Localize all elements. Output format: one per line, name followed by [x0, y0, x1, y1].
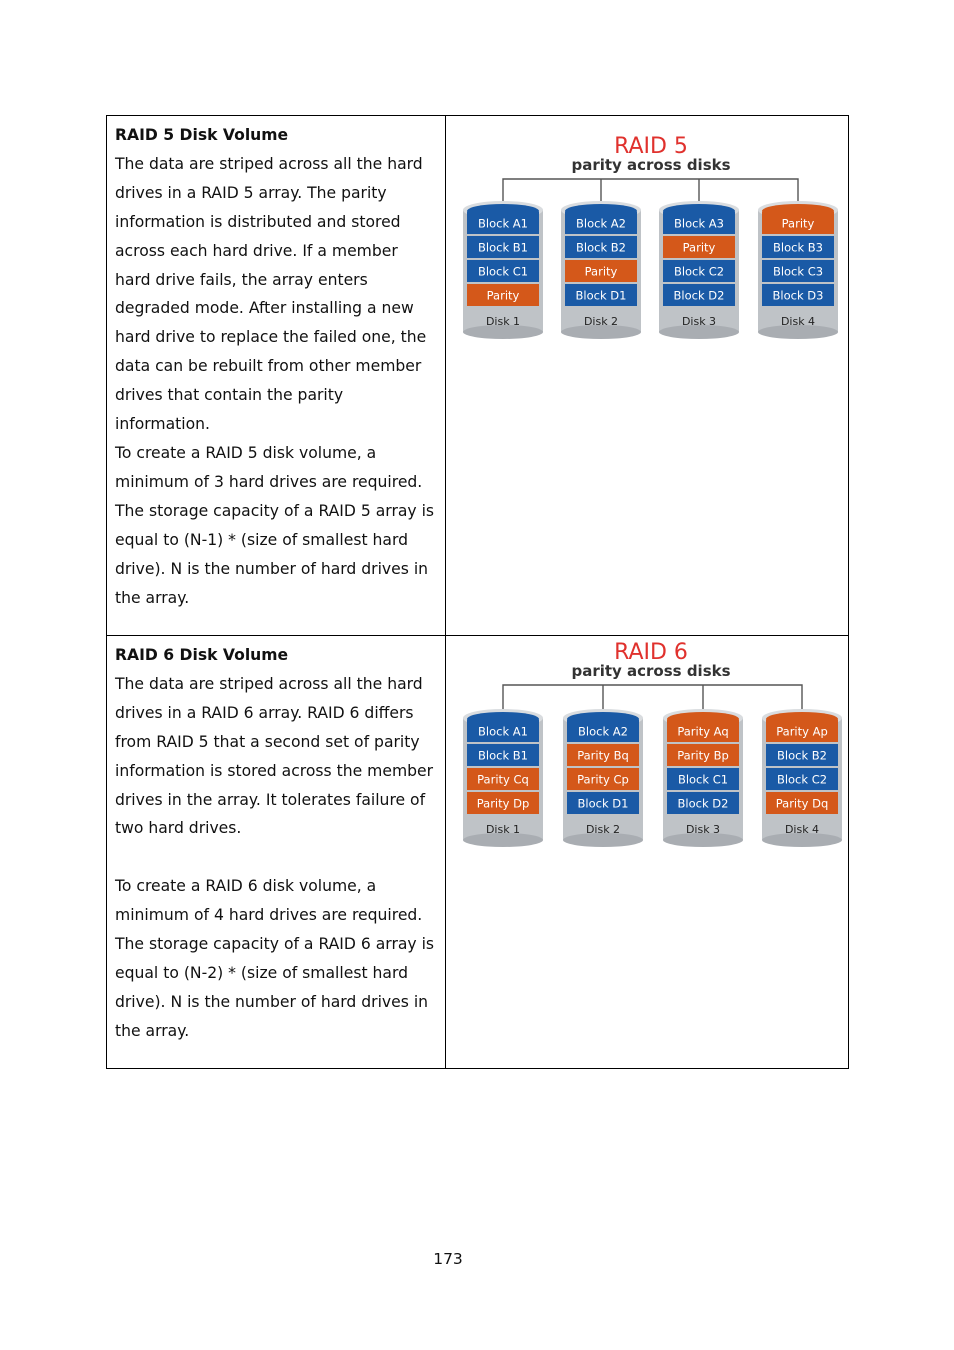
- block-label: Block B2: [777, 748, 827, 763]
- block-label: Block A2: [578, 724, 628, 739]
- raid6-disk-2: [563, 709, 643, 847]
- block-label: Block D1: [577, 796, 629, 811]
- raid5-disk-2: [561, 201, 641, 339]
- block-label: Parity: [682, 240, 716, 255]
- raid5-figure-cell: [446, 116, 849, 636]
- block-label: Parity Dq: [775, 796, 829, 811]
- block-label: Block B1: [478, 748, 528, 763]
- block-label: Parity Bp: [677, 748, 729, 763]
- disk-label: Disk 1: [485, 315, 521, 328]
- block-label: Block B3: [773, 240, 823, 255]
- raid5-description: The data are striped across all the hard drives in a RAID 5 array. The parity information is distributed and stored across each hard drive. If a member hard drive fails, the array enters degraded mode. After installing a new hard drive to replace the failed one, the data can be rebuilt from other member drives that contain the parity information.: [115, 154, 427, 434]
- raid6-diagram: [446, 636, 848, 886]
- block-label: Parity Bq: [577, 748, 629, 763]
- disk-label: Disk 3: [681, 315, 717, 328]
- block-label: Parity Cq: [477, 772, 529, 787]
- raid5-disk-3: [659, 201, 739, 339]
- raid6-figure-subtitle: parity across disks: [571, 662, 731, 680]
- raid6-disk-1: [463, 709, 543, 847]
- block-label: Block A1: [478, 724, 528, 739]
- raid6-description: The data are striped across all the hard drives in a RAID 6 array. RAID 6 differs from RAID 5 that a second set of parity information is stored across the member drives in the array. It tolerates failure of two hard drives.: [115, 674, 434, 838]
- block-label: Parity: [584, 264, 618, 279]
- disk-label: Disk 2: [583, 315, 619, 328]
- raid6-figure-cell: [446, 636, 849, 1069]
- raid6-heading: RAID 6 Disk Volume: [115, 646, 289, 664]
- raid5-text-cell: [107, 116, 446, 636]
- block-label: Block C1: [677, 772, 729, 787]
- raid6-figure-title: RAID 6: [614, 640, 688, 665]
- raid5-disk-1: [463, 201, 543, 339]
- block-label: Block A2: [576, 216, 626, 231]
- raid5-figure-subtitle: parity across disks: [571, 156, 731, 174]
- raid6-capacity-note: To create a RAID 6 disk volume, a minimum of 4 hard drives are required. The storage capacity of a RAID 6 array is equal to (N-2) * (size of smallest hard drive). N is the number of hard drives in the array.: [115, 877, 435, 1040]
- block-label: Block C1: [477, 264, 529, 279]
- block-label: Block D2: [673, 288, 725, 303]
- disk-label: Disk 2: [585, 823, 621, 836]
- block-label: Parity Cp: [577, 772, 629, 787]
- disk-label: Disk 4: [784, 823, 820, 836]
- block-label: Block C2: [673, 264, 725, 279]
- block-label: Parity Ap: [776, 724, 828, 739]
- disk-label: Disk 1: [485, 823, 521, 836]
- block-label: Block A1: [478, 216, 528, 231]
- block-label: Block C3: [772, 264, 824, 279]
- block-label: Parity: [781, 216, 815, 231]
- block-label: Block D3: [772, 288, 824, 303]
- raid6-disk-3: [663, 709, 743, 847]
- raid5-disk-4: [758, 201, 838, 339]
- raid5-diagram: [446, 116, 848, 366]
- raid6-row: [107, 636, 849, 1069]
- raid6-connector-bus: [503, 685, 802, 716]
- block-label: Parity Aq: [677, 724, 729, 739]
- paragraph-spacer: [115, 843, 437, 872]
- raid5-connector-bus: [503, 179, 798, 208]
- block-label: Block D2: [677, 796, 729, 811]
- block-label: Block D1: [575, 288, 627, 303]
- disk-label: Disk 4: [780, 315, 816, 328]
- block-label: Parity: [486, 288, 520, 303]
- block-label: Block B2: [576, 240, 626, 255]
- page-number: 173: [433, 1250, 463, 1268]
- raid5-heading: RAID 5 Disk Volume: [115, 126, 289, 144]
- block-label: Parity Dp: [476, 796, 530, 811]
- block-label: Block B1: [478, 240, 528, 255]
- disk-label: Disk 3: [685, 823, 721, 836]
- raid5-capacity-note: To create a RAID 5 disk volume, a minimum of 3 hard drives are required. The storage capacity of a RAID 5 array is equal to (N-1) * (size of smallest hard drive). N is the number of hard drives in the array.: [115, 443, 435, 607]
- block-label: Block A3: [674, 216, 724, 231]
- raid5-figure-title: RAID 5: [614, 134, 688, 159]
- raid5-row: [107, 116, 849, 636]
- raid6-text-cell: [107, 636, 446, 1069]
- raid6-disk-4: [762, 709, 842, 847]
- block-label: Block C2: [776, 772, 828, 787]
- raid-levels-table: [106, 115, 849, 1069]
